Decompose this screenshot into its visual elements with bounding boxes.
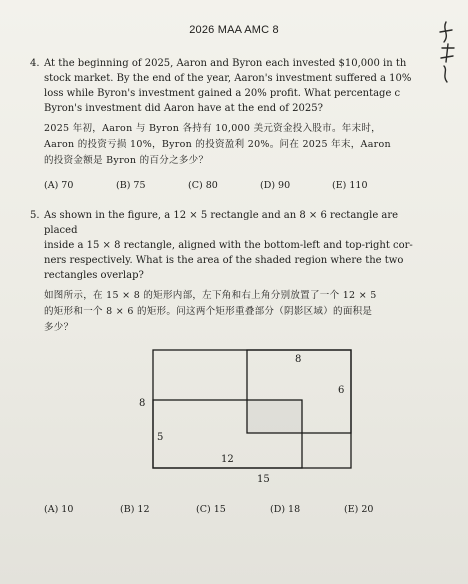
label-top-width: 8 <box>295 354 302 365</box>
label-inner-width: 12 <box>221 454 234 465</box>
problem-line: At the beginning of 2025, Aaron and Byron each invested $10,000 in th <box>44 58 407 69</box>
choice-d[interactable]: (D) 90 <box>260 180 291 191</box>
choice-c[interactable]: (C) 80 <box>188 180 218 191</box>
translation-line: 的矩形和一个 8 × 6 的矩形。问这两个矩形重叠部分（阴影区域）的面积是 <box>44 306 373 317</box>
problem-line: inside a 15 × 8 rectangle, aligned with the bottom-left and top-right cor- <box>44 240 413 251</box>
translation-line: 2025 年初，Aaron 与 Byron 各持有 10,000 美元资金投入股市。年末时， <box>44 123 381 134</box>
problem-number: 4. <box>30 58 40 69</box>
choice-b[interactable]: (B) 75 <box>116 180 146 191</box>
problem-5 <box>30 208 424 336</box>
problem-text <box>44 208 424 283</box>
problem-line: ners respectively. What is the area of the shaded region where the two <box>44 255 404 266</box>
label-inner-height: 5 <box>157 432 164 443</box>
problem-4 <box>30 56 424 191</box>
problem-text <box>44 56 424 116</box>
translation-line: Aaron 的投资亏损 10%，Byron 的投资盈利 20%。问在 2025 年末，Aaron <box>44 139 391 150</box>
choice-c[interactable]: (C) 15 <box>196 504 226 515</box>
overlap-region <box>247 400 302 433</box>
label-bottom-width: 15 <box>257 474 270 485</box>
problem-line: loss while Byron's investment gained a 20% profit. What percentage c <box>44 88 401 99</box>
label-left-height: 8 <box>139 398 146 409</box>
problem-line: stock market. By the end of the year, Aaron's investment suffered a 10% <box>44 73 412 84</box>
choice-a[interactable]: (A) 70 <box>44 180 74 191</box>
problem-line: As shown in the figure, a 12 × 5 rectangle and an 8 × 6 rectangle are placed <box>44 210 399 236</box>
problem-line: Byron's investment did Aaron have at the end of 2025? <box>44 103 323 114</box>
page-header: 2026 MAA AMC 8 <box>189 24 279 36</box>
choice-a[interactable]: (A) 10 <box>44 504 74 515</box>
problem-translation <box>44 121 424 169</box>
choice-e[interactable]: (E) 110 <box>332 180 368 191</box>
choice-e[interactable]: (E) 20 <box>344 504 374 515</box>
translation-line: 多少？ <box>44 322 74 333</box>
label-right-height: 6 <box>338 385 345 396</box>
problem-translation <box>44 288 424 336</box>
translation-line: 的投资金额是 Byron 的百分之多少？ <box>44 155 209 166</box>
problem-line: rectangles overlap? <box>44 270 144 281</box>
rectangle-figure <box>135 345 365 490</box>
handwritten-scribble-icon <box>432 18 460 90</box>
choice-d[interactable]: (D) 18 <box>270 504 301 515</box>
translation-line: 如图所示，在 15 × 8 的矩形内部，左下角和右上角分别放置了一个 12 × 5 <box>44 290 377 301</box>
choice-b[interactable]: (B) 12 <box>120 504 150 515</box>
problem-number: 5. <box>30 210 40 221</box>
